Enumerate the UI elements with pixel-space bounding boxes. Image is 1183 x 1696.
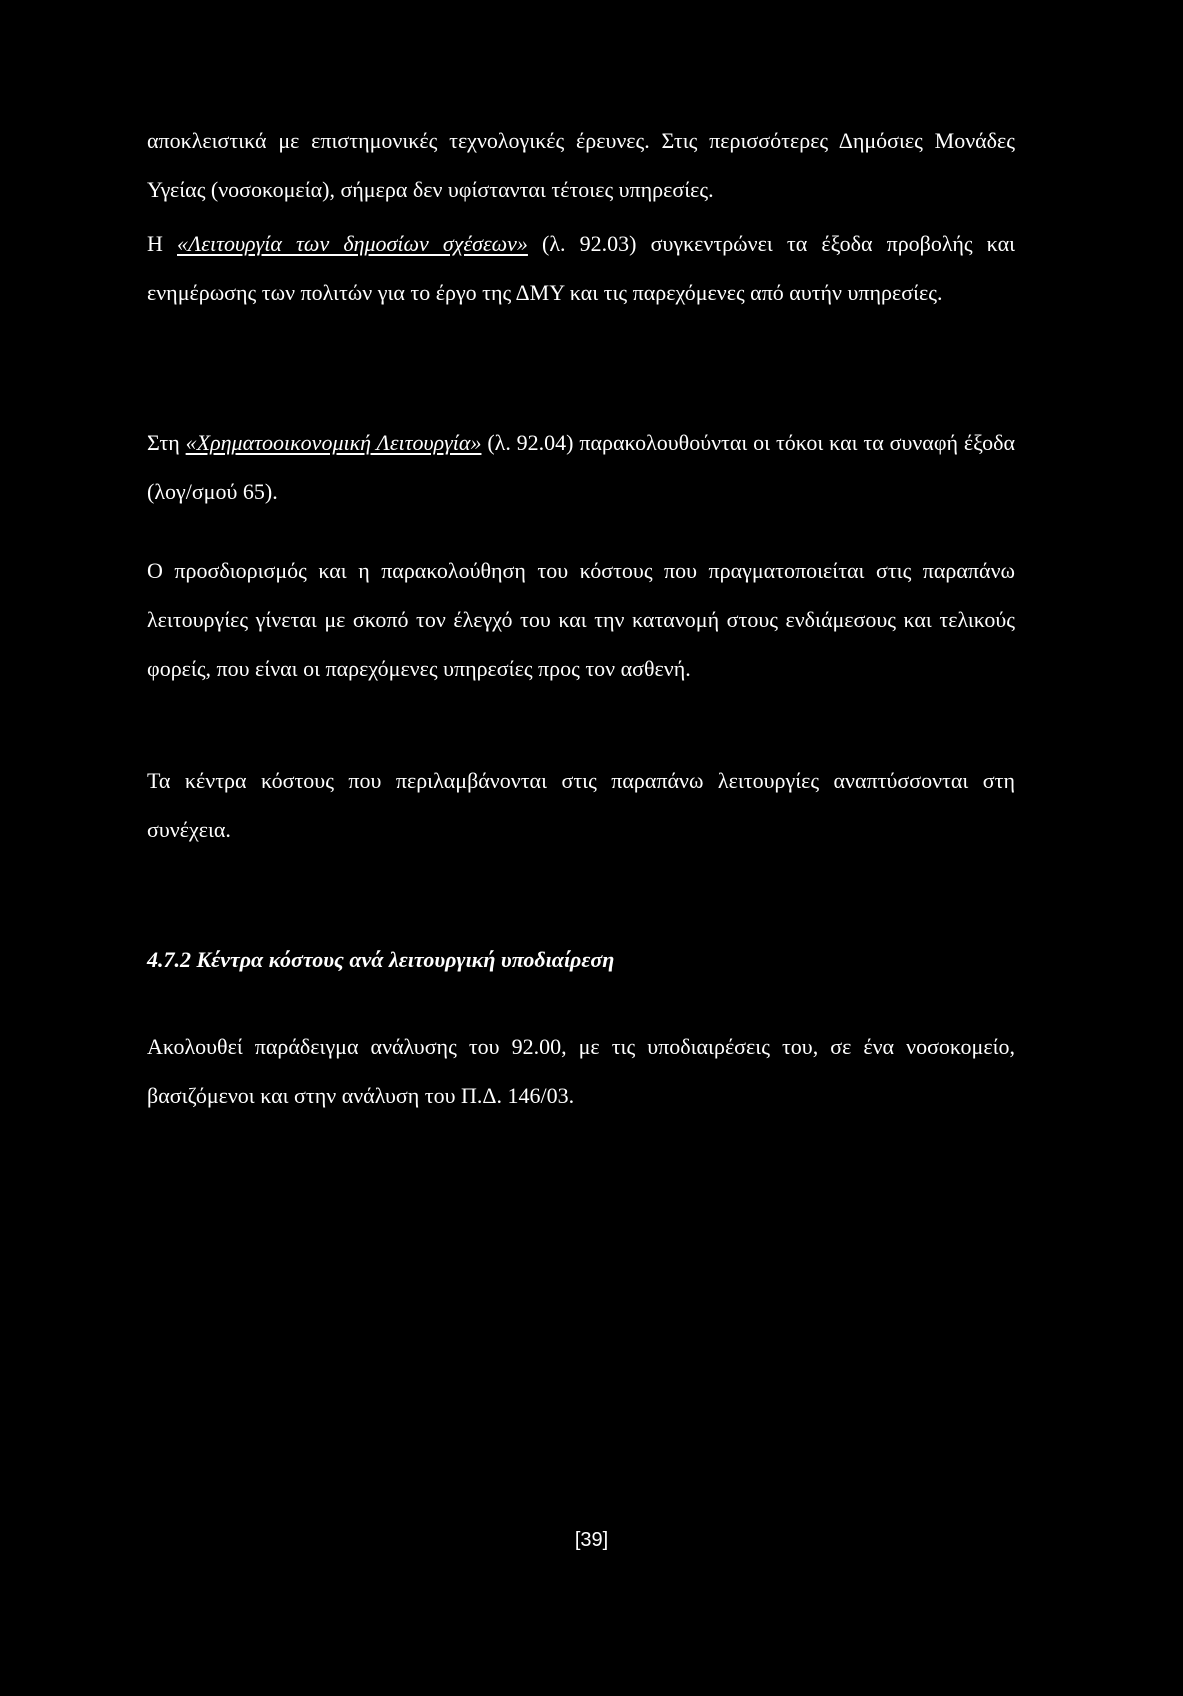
paragraph-suffix: (λ. 92.04) παρακολουθούνται οι τόκοι και τα συναφή έξοδα (λογ/σμού 65). [147, 430, 1015, 504]
page-number: [39] [574, 1529, 609, 1551]
section-heading: 4.7.2 Κέντρα κόστους ανά λειτουργική υποδιαίρεση [147, 947, 615, 972]
paragraph-research-services: αποκλειστικά με επιστημονικές τεχνολογικές έρευνες. Στις περισσότερες Δημόσιες Μονάδες Υγείας (νοσοκομεία), σήμερα δεν υφίστανται τέτοιες υπηρεσίες. [147, 128, 1015, 202]
paragraph-financial-function [147, 418, 1015, 516]
paragraph-cost-centers: Τα κέντρα κόστους που περιλαμβάνονται στις παραπάνω λειτουργίες αναπτύσσονται στη συνέχεια. [147, 768, 1015, 842]
paragraph-prefix: Στη [147, 430, 186, 455]
paragraph-example: Ακολουθεί παράδειγμα ανάλυσης του 92.00, με τις υποδιαιρέσεις του, σε ένα νοσοκομείο, βασιζόμενοι και στην ανάλυση του Π.Δ. 146/03. [147, 1034, 1015, 1108]
paragraph-prefix: Η [147, 231, 178, 256]
paragraph-cost-monitoring: Ο προσδιορισμός και η παρακολούθηση του κόστους που πραγματοποιείται στις παραπάνω λειτουργίες γίνεται με σκοπό τον έλεγχό του και την κατανομή στους ενδιάμεσους και τελικούς φορείς, που είναι οι παρεχόμενες υπηρεσίες προς τον ασθενή. [147, 558, 1015, 681]
paragraph-suffix: (λ. 92.03) συγκεντρώνει τα έξοδα προβολής και ενημέρωσης των πολιτών για το έργο της ΔΜΥ και τις παρεχόμενες από αυτήν υπηρεσίες. [147, 231, 1016, 305]
financial-function-term: «Χρηματοοικονομική Λειτουργία» [185, 430, 482, 455]
public-relations-function-term: «Λειτουργία των δημοσίων σχέσεων» [177, 231, 528, 256]
paragraph-public-relations [147, 219, 1015, 317]
